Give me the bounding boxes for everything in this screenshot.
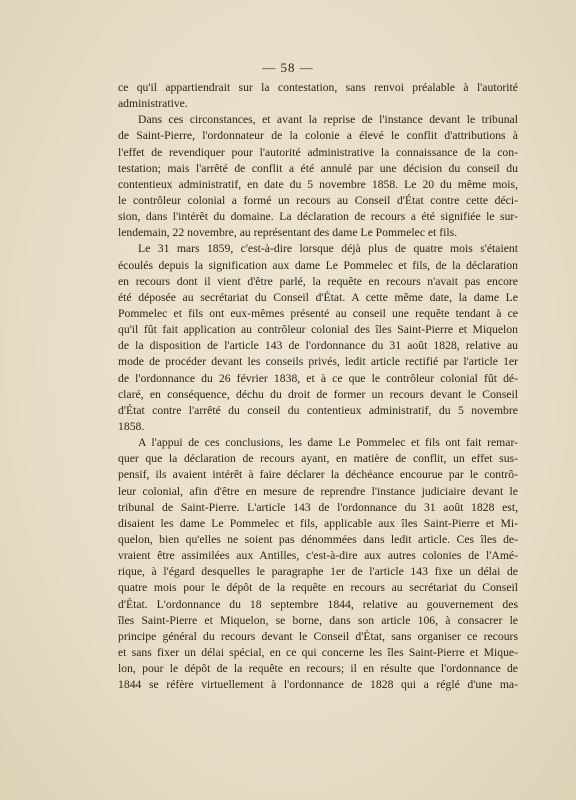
text-line: ce qu'il appartiendrait sur la contestation, sans renvoi préalable à l'autorité bbox=[118, 81, 518, 94]
text-line: mode de procéder devant les conseils privés, ledit article rectifié par l'article 1er bbox=[118, 355, 518, 369]
page-number: — 58 — bbox=[262, 60, 314, 75]
text-line: claré, en conséquence, déchu du droit de former un recours devant le Conseil bbox=[118, 387, 518, 401]
text-line: pensif, ils avaient intérêt à faire déclarer la déchéance encourue par le contrô- bbox=[118, 468, 518, 482]
text-line: tribunal de Saint-Pierre. L'article 143 de l'ordonnance du 31 août 1828 est, bbox=[118, 500, 518, 514]
text-line: vraient être assimilées aux Antilles, c'est-à-dire aux autres colonies de l'Amé- bbox=[118, 549, 518, 563]
text-line: l'effet de revendiquer pour l'autorité administrative la connaissance de la con- bbox=[118, 145, 518, 159]
text-line: îles Saint-Pierre et Miquelon, se borne, dans son article 106, à consacrer le bbox=[118, 613, 518, 627]
text-line: lon, pour le dépôt de la requête en recours; il en résulte que l'ordonnance de bbox=[118, 662, 518, 676]
text-line: testation; mais l'arrêté de conflit a été annulé par une décision du conseil du bbox=[118, 161, 518, 175]
text-line: principe général du recours devant le Conseil d'État, sans organiser ce recours bbox=[118, 629, 518, 643]
text-line: écoulés depuis la signification aux dame Le Pommelec et fils, de la déclaration bbox=[118, 258, 518, 272]
text-line: rique, à l'égard desquelles le paragraphe 1er de l'article 143 fixe un délai de bbox=[118, 565, 518, 579]
body-text bbox=[118, 80, 518, 693]
text-line: lendemain, 22 novembre, au représentant des dame Le Pommelec et fils. bbox=[118, 226, 458, 240]
text-line: quelon, bien qu'elles ne soient pas dénommées dans ledit article. Ces îles de- bbox=[118, 532, 518, 546]
text-line: et sans fixer un délai spécial, en ce qui concerne les îles Saint-Pierre et Mique- bbox=[118, 645, 518, 659]
text-line: contentieux administratif, en date du 5 novembre 1858. Le 20 du même mois, bbox=[118, 177, 518, 191]
text-line: 1844 se réfère virtuellement à l'ordonnance de 1828 qui a réglé d'une ma- bbox=[118, 678, 518, 692]
text-line: 1858. bbox=[118, 419, 145, 433]
text-line: d'État. L'ordonnance du 18 septembre 1844, relative au gouvernement des bbox=[118, 597, 518, 611]
text-line: le contrôleur colonial a formé un recours au Conseil d'État contre cette déci- bbox=[118, 193, 518, 207]
text-line: qu'il fût fait application au contrôleur colonial des îles Saint-Pierre et Miquelon bbox=[118, 323, 518, 337]
text-line: Dans ces circonstances, et avant la reprise de l'instance devant le tribunal bbox=[138, 113, 518, 127]
text-line: de l'ordonnance du 26 février 1838, et à ce que le contrôleur colonial fût dé- bbox=[118, 371, 518, 385]
text-line: Pommelec et fils ont eux-mêmes présenté au conseil une requête tendant à ce bbox=[118, 306, 518, 320]
text-line: Le 31 mars 1859, c'est-à-dire lorsque déjà plus de quatre mois s'étaient bbox=[138, 242, 518, 256]
text-line: en recours dont il vient d'être parlé, la requête en recours n'avait pas encore bbox=[118, 274, 518, 288]
text-line: A l'appui de ces conclusions, les dame Le Pommelec et fils ont fait remar- bbox=[138, 436, 518, 450]
text-line: quer que la déclaration de recours ayant, en matière de conflit, un effet sus- bbox=[118, 452, 518, 466]
text-line: sion, dans l'intérêt du domaine. La déclaration de recours a été signifiée le sur- bbox=[118, 210, 518, 224]
text-line: leur colonial, afin d'être en mesure de reprendre l'instance judiciaire devant le bbox=[118, 484, 518, 498]
text-line: disaient les dame Le Pommelec et fils, applicable aux îles Saint-Pierre et Mi- bbox=[118, 516, 518, 530]
text-line: été déposée au secrétariat du Conseil d'État. A cette même date, la dame Le bbox=[118, 290, 518, 304]
text-line: de la disposition de l'article 143 de l'ordonnance du 31 août 1828, relative au bbox=[118, 339, 518, 353]
text-line: d'État contre l'arrêté du conseil du contentieux administratif, du 5 novembre bbox=[118, 403, 518, 417]
text-line: de Saint-Pierre, l'ordonnateur de la colonie a élevé le conflit d'attributions à bbox=[118, 129, 518, 143]
text-line: quatre mois pour le dépôt de la requête en recours au secrétariat du Conseil bbox=[118, 581, 518, 595]
text-line: administrative. bbox=[118, 97, 188, 111]
